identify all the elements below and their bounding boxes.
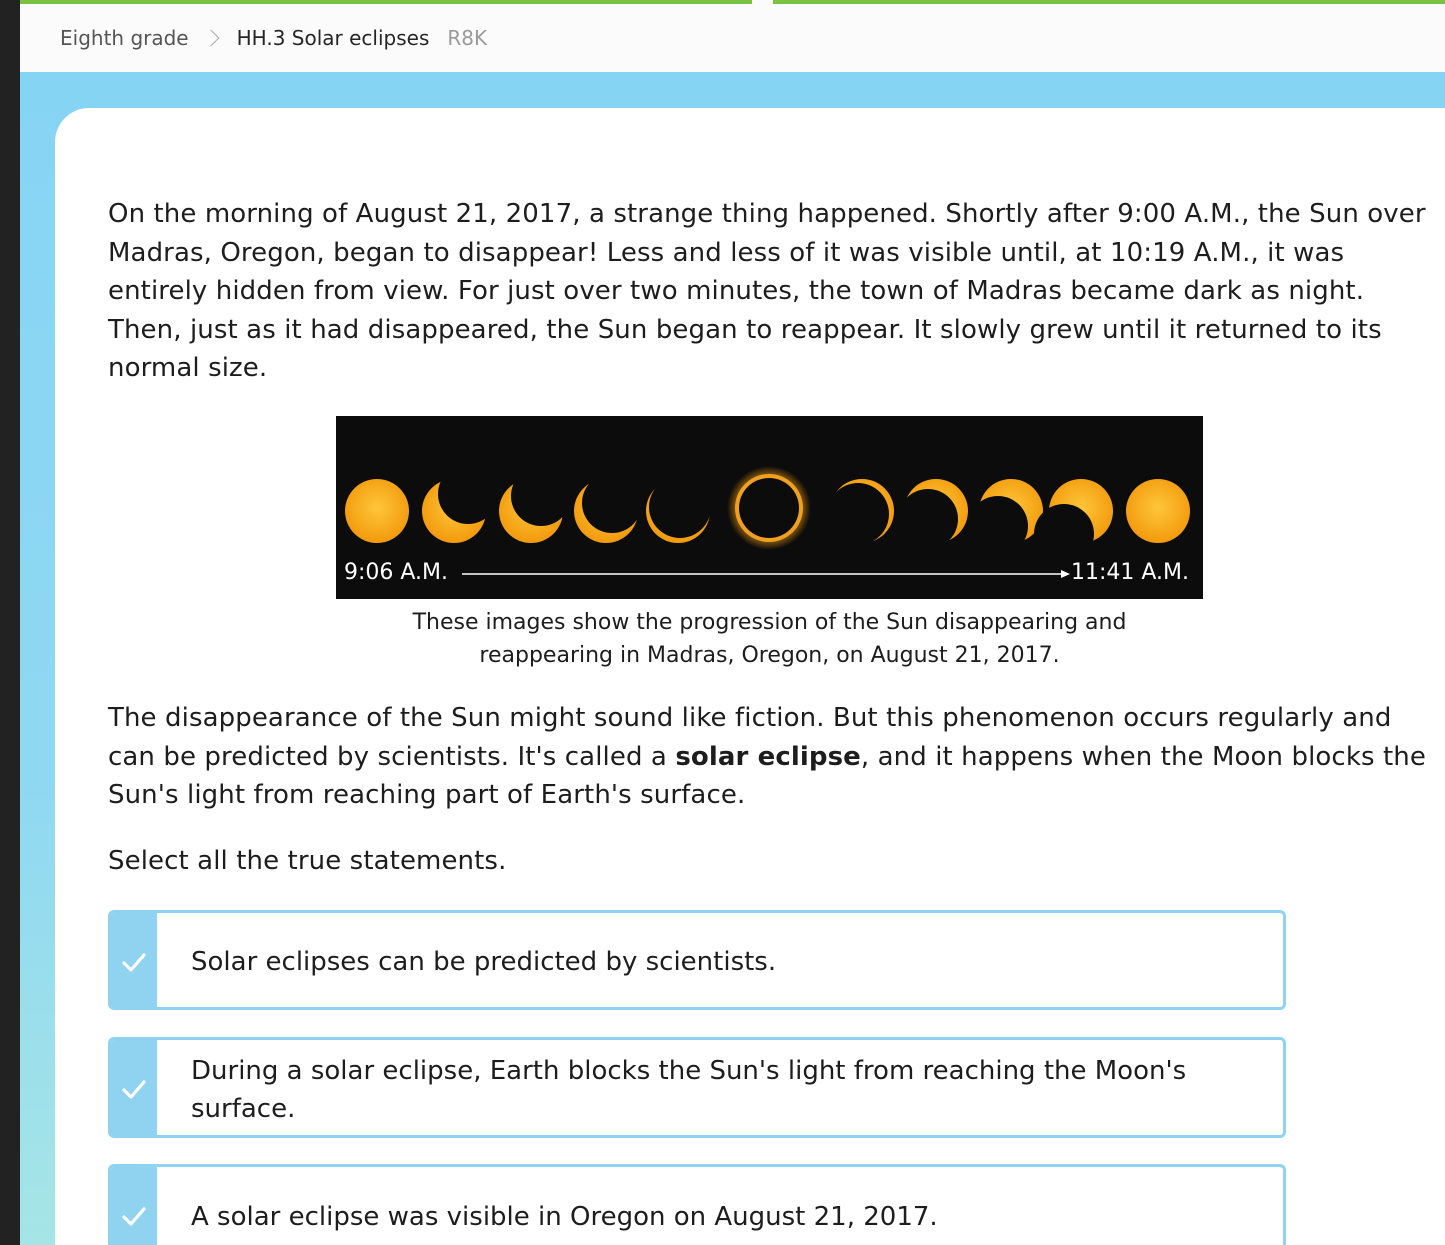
progress-segment <box>20 0 752 4</box>
figure-end-time: 11:41 A.M. <box>1071 560 1190 585</box>
option-label: During a solar eclipse, Earth blocks the Sun's light from reaching the Moon's surface. <box>191 1056 1187 1124</box>
sun-phase-totality <box>727 466 811 550</box>
breadcrumb-skill: HH.3 Solar eclipses <box>236 26 430 50</box>
explanation-paragraph <box>108 699 1438 815</box>
answer-option-2[interactable] <box>108 1037 1286 1138</box>
sun-phase-4 <box>574 473 642 543</box>
sun-phase-3 <box>499 466 571 543</box>
sun-phase-9 <box>968 479 1043 556</box>
figure-caption-line: reappearing in Madras, Oregon, on August 21, 2017. <box>479 643 1060 668</box>
option-label: Solar eclipses can be predicted by scientists. <box>191 947 777 977</box>
option-label: A solar eclipse was visible in Oregon on August 21, 2017. <box>191 1202 938 1232</box>
sun-phase-11 <box>1126 479 1190 543</box>
sun-phase-10 <box>1034 479 1113 564</box>
intro-paragraph: On the morning of August 21, 2017, a strange thing happened. Shortly after 9:00 A.M., the Sun over Madras, Oregon, began to disappear! Less and less of it was visible until, at 10:19 A.M., it was entirely hidden from view. For just over two minutes, the town of Madras became dark as night. Then, just as it had disappeared, the Sun began to reappear. It slowly grew until it returned to its normal size. <box>108 199 1426 383</box>
progress-segment <box>773 0 1445 4</box>
figure-caption-line: These images show the progression of the Sun disappearing and <box>412 610 1127 635</box>
breadcrumb <box>60 26 487 50</box>
top-bar <box>20 0 1445 72</box>
sun-phase-5 <box>646 476 711 543</box>
breadcrumb-grade[interactable]: Eighth grade <box>60 26 189 50</box>
sun-phase-7 <box>827 479 894 545</box>
skill-code: R8K <box>447 26 488 50</box>
explanation-text: , and it happens when the Moon blocks the Sun's light from reaching part of Earth's surface. <box>108 741 1426 810</box>
sun-phase-8 <box>898 479 968 549</box>
explanation-text: The disappearance of the Sun might sound like fiction. But this phenomenon occurs regularly and can be predicted by scientists. It's called a <box>108 703 1392 772</box>
figure-start-time: 9:06 A.M. <box>344 560 449 585</box>
key-term: solar eclipse <box>675 741 861 772</box>
left-frame <box>0 0 20 1245</box>
chevron-right-icon <box>202 30 219 47</box>
figure-caption <box>336 606 1203 672</box>
timeline-arrowhead <box>1061 570 1070 578</box>
question-prompt: Select all the true statements. <box>108 846 507 876</box>
check-icon <box>121 1077 147 1103</box>
check-icon <box>121 950 147 976</box>
answer-option-1[interactable] <box>108 910 1286 1010</box>
sun-phase-2 <box>422 464 498 543</box>
check-icon <box>121 1204 147 1230</box>
answer-option-3[interactable] <box>108 1164 1286 1245</box>
sun-phase-1 <box>345 479 409 543</box>
